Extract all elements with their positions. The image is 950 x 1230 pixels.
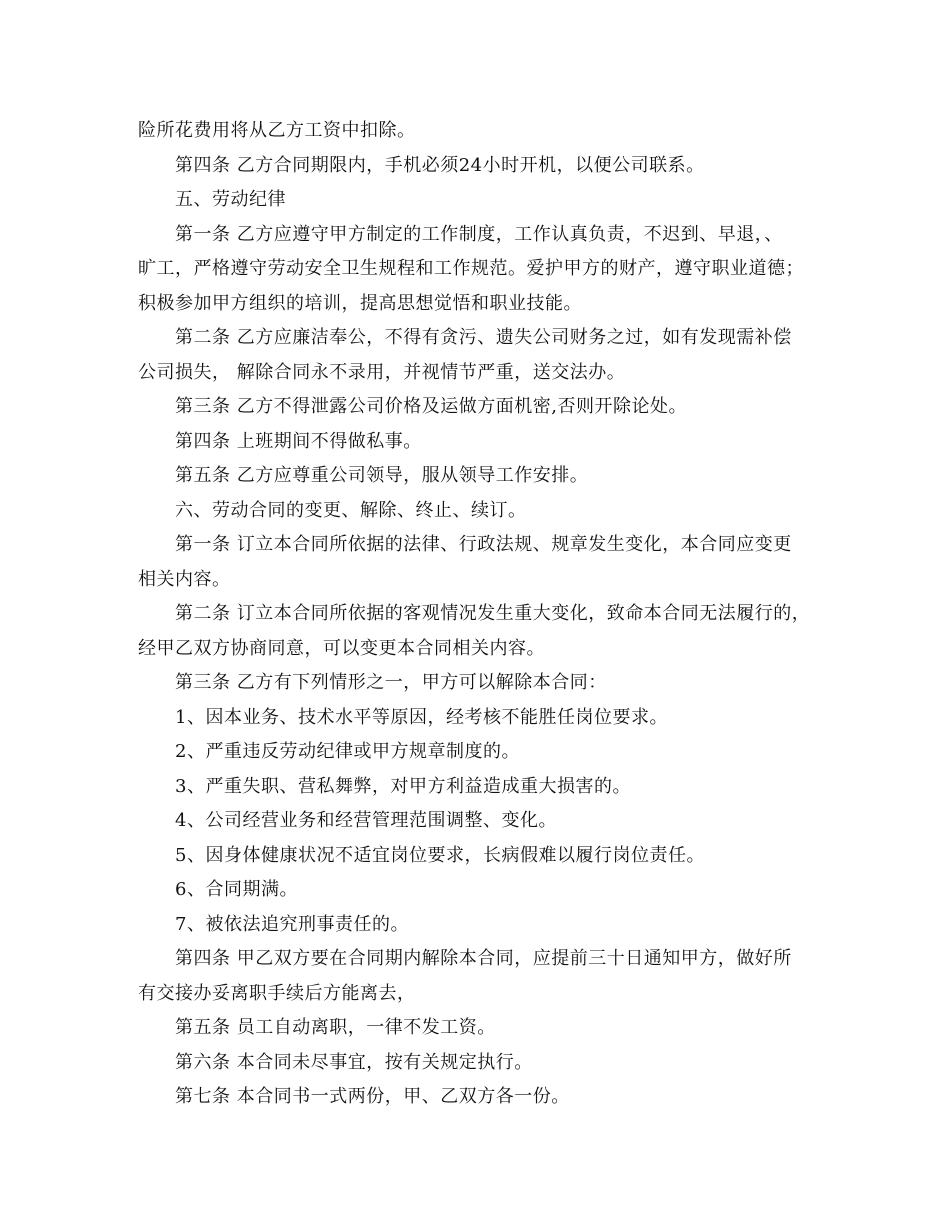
paragraph-line: 公司损失， 解除合同永不录用，并视情节严重，送交法办。 — [138, 361, 626, 383]
list-item: 4、公司经营业务和经营管理范围调整、变化。 — [175, 810, 557, 831]
paragraph-line: 第一条 乙方应遵守甲方制定的工作制度，工作认真负责，不迟到、早退，、 — [175, 223, 783, 245]
paragraph-line: 第二条 订立本合同所依据的客观情况发生重大变化，致命本合同无法履行的， — [175, 603, 811, 624]
paragraph-line: 第四条 上班期间不得做私事。 — [175, 430, 422, 452]
list-item: 7、被依法追究刑事责任的。 — [175, 913, 409, 935]
paragraph-line: 第六条 本合同未尽事宜，按有关规定执行。 — [175, 1051, 533, 1073]
paragraph-line: 第一条 订立本合同所依据的法律、行政法规、规章发生变化，本合同应变更 — [175, 534, 792, 555]
paragraph-line: 第四条 乙方合同期限内，手机必须24小时开机，以便公司联系。 — [175, 154, 705, 176]
paragraph-line: 积极参加甲方组织的培训，提高思想觉悟和职业技能。 — [138, 292, 582, 314]
paragraph-line: 险所花费用将从乙方工资中扣除。 — [138, 120, 416, 141]
list-item: 3、严重失职、营私舞弊，对甲方利益造成重大损害的。 — [175, 775, 631, 797]
list-item: 6、合同期满。 — [175, 879, 298, 900]
paragraph-line: 第三条 乙方有下列情形之一，甲方可以解除本合同： — [175, 672, 607, 693]
paragraph-line: 第五条 员工自动离职，一律不发工资。 — [175, 1017, 496, 1038]
paragraph-line: 第三条 乙方不得泄露公司价格及运做方面机密,否则开除论处。 — [175, 396, 687, 417]
paragraph-line: 旷工，严格遵守劳动安全卫生规程和工作规范。爱护甲方的财产，遵守职业道德； — [138, 258, 804, 279]
section-heading: 六、劳动合同的变更、解除、终止、续订。 — [175, 499, 527, 521]
list-item: 2、严重违反劳动纪律或甲方规章制度的。 — [175, 741, 520, 762]
paragraph-line: 相关内容。 — [138, 568, 231, 590]
paragraph-line: 第二条 乙方应廉洁奉公，不得有贪污、遗失公司财务之过，如有发现需补偿 — [175, 327, 792, 348]
paragraph-line: 第五条 乙方应尊重公司领导，服从领导工作安排。 — [175, 465, 589, 486]
section-heading: 五、劳动纪律 — [175, 189, 286, 210]
paragraph-line: 经甲乙双方协商同意，可以变更本合同相关内容。 — [138, 637, 545, 659]
paragraph-line: 有交接办妥离职手续后方能离去， — [138, 982, 416, 1004]
list-item: 5、因身体健康状况不适宜岗位要求，长病假难以履行岗位责任。 — [175, 844, 705, 866]
paragraph-line: 第七条 本合同书一式两份，甲、乙双方各一份。 — [175, 1086, 570, 1107]
paragraph-line: 第四条 甲乙双方要在合同期内解除本合同，应提前三十日通知甲方，做好所 — [175, 948, 792, 969]
list-item: 1、因本业务、技术水平等原因，经考核不能胜任岗位要求。 — [175, 706, 668, 728]
document-page — [138, 114, 818, 1115]
